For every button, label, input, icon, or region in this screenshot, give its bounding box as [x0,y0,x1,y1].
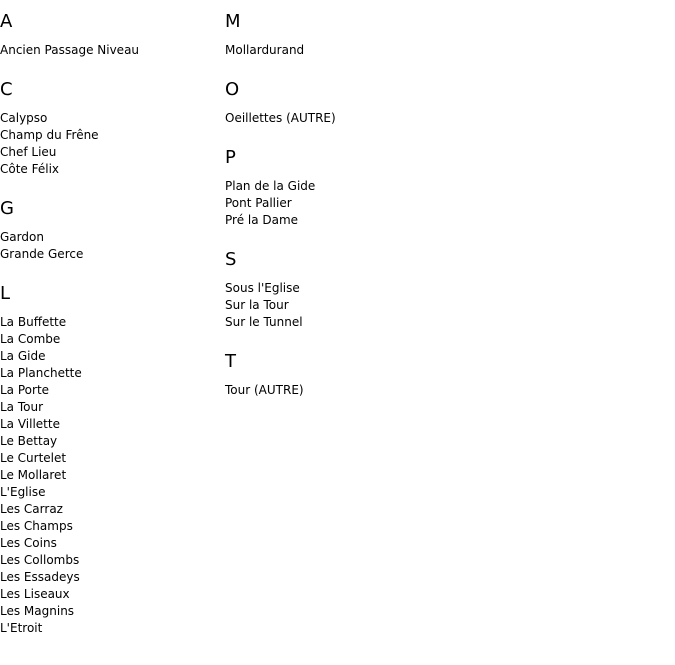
place-link[interactable]: Les Champs [0,519,73,533]
list-item [225,178,665,195]
list-item [0,484,220,501]
letter-heading: G [0,198,14,219]
list-item [0,569,220,586]
list-item [0,365,220,382]
list-item [0,229,220,246]
index-column-left [0,0,220,657]
place-link[interactable]: Sur la Tour [225,298,289,312]
list-item [0,586,220,603]
place-link[interactable]: L'Eglise [0,485,46,499]
place-link[interactable]: Côte Félix [0,162,60,176]
list-item [225,212,665,229]
list-item [0,382,220,399]
place-link[interactable]: La Combe [0,332,61,346]
letter-heading: O [225,79,240,100]
list-item [0,501,220,518]
place-link[interactable]: Gardon [0,230,44,244]
place-link[interactable]: La Tour [0,400,44,414]
letter-heading: S [225,249,237,270]
place-link[interactable]: La Buffette [0,315,67,329]
place-list [225,178,665,229]
place-link[interactable]: Les Carraz [0,502,63,516]
list-item [0,144,220,161]
letter-group [225,79,665,127]
list-item [0,127,220,144]
list-item [0,433,220,450]
place-link[interactable]: Sur le Tunnel [225,315,303,329]
place-link[interactable]: Mollardurand [225,43,305,57]
list-item [0,331,220,348]
letter-group [0,79,220,178]
place-list [0,314,220,637]
place-list [0,42,220,59]
letter-group [0,283,220,637]
place-link[interactable]: Les Liseaux [0,587,70,601]
place-link[interactable]: Les Coins [0,536,57,550]
list-item [0,620,220,637]
letter-group [225,11,665,59]
letter-group [225,249,665,331]
place-link[interactable]: Les Essadeys [0,570,80,584]
list-item [225,110,665,127]
list-item [0,552,220,569]
place-link[interactable]: La Planchette [0,366,82,380]
place-link[interactable]: Oeillettes (AUTRE) [225,111,336,125]
place-link[interactable]: Ancien Passage Niveau [0,43,140,57]
list-item [225,314,665,331]
list-item [225,195,665,212]
place-link[interactable]: L'Etroit [0,621,43,635]
place-link[interactable]: Pré la Dame [225,213,299,227]
place-link[interactable]: Tour (AUTRE) [225,383,304,397]
letter-heading: A [0,11,13,32]
place-list [225,280,665,331]
letter-group [225,147,665,229]
list-item [225,280,665,297]
place-link[interactable]: La Gide [0,349,46,363]
place-link[interactable]: Chef Lieu [0,145,57,159]
list-item [225,42,665,59]
place-list [225,382,665,399]
list-item [225,297,665,314]
place-list [0,229,220,263]
list-item [0,246,220,263]
place-link[interactable]: Les Magnins [0,604,75,618]
letter-heading: L [0,283,11,304]
letter-heading: M [225,11,241,32]
list-item [0,416,220,433]
letter-heading: P [225,147,236,168]
place-list [0,110,220,178]
list-item [0,399,220,416]
index-column-right [225,0,665,419]
letter-heading: C [0,79,13,100]
list-item [0,535,220,552]
place-link[interactable]: Pont Pallier [225,196,292,210]
list-item [0,603,220,620]
place-link[interactable]: La Porte [0,383,50,397]
place-link[interactable]: Le Bettay [0,434,58,448]
letter-group [0,198,220,263]
list-item [0,348,220,365]
place-list [225,110,665,127]
list-item [225,382,665,399]
place-link[interactable]: Champ du Frêne [0,128,99,142]
letter-group [0,11,220,59]
place-link[interactable]: Calypso [0,111,48,125]
list-item [0,110,220,127]
list-item [0,314,220,331]
letter-group [225,351,665,399]
place-link[interactable]: Le Mollaret [0,468,67,482]
place-link[interactable]: Les Collombs [0,553,80,567]
letter-heading: T [225,351,236,372]
list-item [0,518,220,535]
place-link[interactable]: Sous l'Eglise [225,281,300,295]
place-list [225,42,665,59]
list-item [0,467,220,484]
place-link[interactable]: Le Curtelet [0,451,67,465]
place-link[interactable]: Plan de la Gide [225,179,316,193]
list-item [0,450,220,467]
list-item [0,161,220,178]
list-item [0,42,220,59]
place-link[interactable]: Grande Gerce [0,247,84,261]
place-link[interactable]: La Villette [0,417,60,431]
